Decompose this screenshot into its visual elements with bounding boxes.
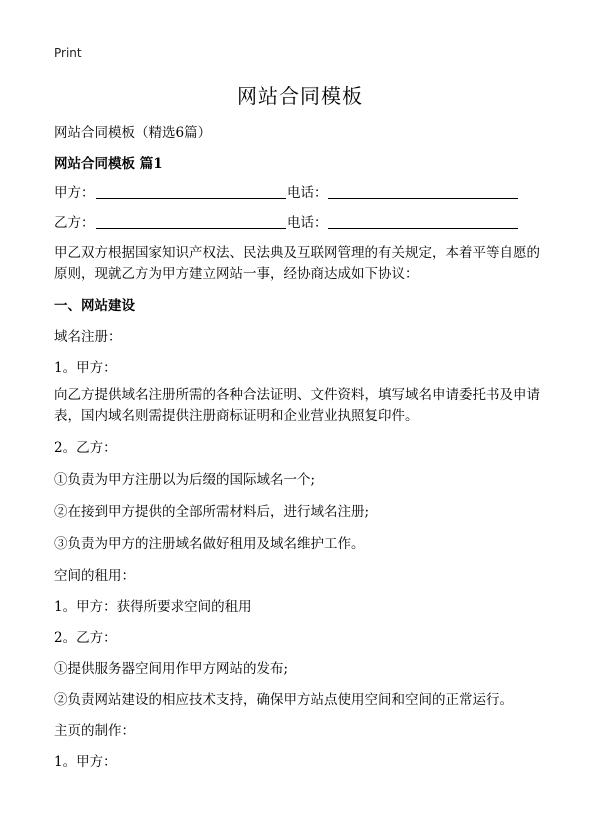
domain-party-a-label: 1。甲方：: [54, 360, 117, 376]
party-a-phone-label: 电话：: [287, 185, 328, 201]
party-b-blank: [96, 228, 286, 229]
domain-b-item: ②在接到甲方提供的全部所需材料后，进行域名注册;: [54, 504, 370, 520]
party-b-label: 乙方：: [54, 215, 95, 231]
party-a-blank: [96, 198, 286, 199]
space-party-b-label: 2。乙方：: [54, 630, 117, 646]
party-a-label: 甲方：: [54, 185, 95, 201]
document-title: 网站合同模板: [237, 84, 363, 108]
party-a-phone-blank: [328, 198, 518, 199]
domain-heading: 域名注册：: [54, 329, 122, 345]
document-subtitle: 网站合同模板（精选6篇）: [54, 125, 212, 141]
space-party-a: 1。甲方：获得所要求空间的租用: [54, 599, 252, 615]
party-b-phone-label: 电话：: [287, 215, 328, 231]
homepage-heading: 主页的制作：: [54, 723, 135, 739]
homepage-party-a-label: 1。甲方：: [54, 754, 117, 770]
party-b-phone-blank: [328, 228, 518, 229]
intro-paragraph: 甲乙双方根据国家知识产权法、民法典及互联网管理的有关规定，本着平等自愿的原则，现就乙方为甲方建立网站一事，经协商达成如下协议：: [54, 245, 540, 282]
space-heading: 空间的租用：: [54, 568, 135, 584]
party-b-row: [54, 211, 550, 231]
section-1-heading: 一、网站建设: [54, 298, 135, 314]
space-b-item: ①提供服务器空间用作甲方网站的发布;: [54, 661, 289, 677]
domain-b-item: ③负责为甲方的注册域名做好租用及域名维护工作。: [54, 536, 365, 552]
domain-b-item: ①负责为甲方注册以为后缀的国际域名一个;: [54, 472, 316, 488]
print-link[interactable]: Print: [54, 46, 82, 60]
space-b-item: ②负责网站建设的相应技术支持，确保甲方站点使用空间和空间的正常运行。: [54, 692, 513, 708]
section-heading: 网站合同模板 篇1: [54, 156, 163, 172]
domain-party-b-label: 2。乙方：: [54, 440, 117, 456]
party-a-row: [54, 181, 550, 201]
domain-party-a-text: 向乙方提供域名注册所需的各种合法证明、文件资料，填写域名申请委托书及申请表，国内域名则需提供注册商标证明和企业营业执照复印件。: [54, 387, 540, 424]
